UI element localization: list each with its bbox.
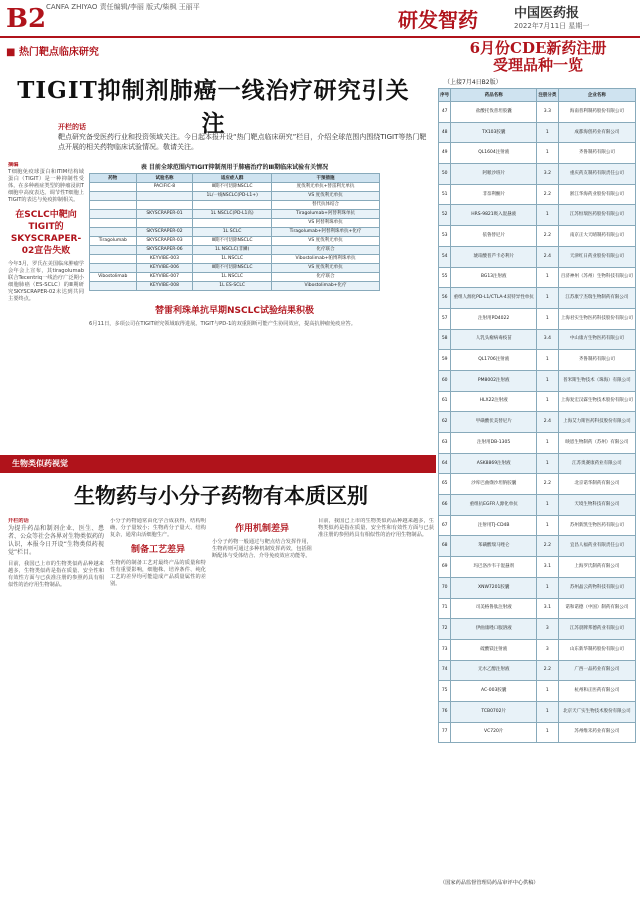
table-row bbox=[90, 264, 380, 273]
cde-cell: 52 bbox=[439, 205, 451, 226]
cde-cell: AC-003胶囊 bbox=[451, 681, 537, 702]
table-row bbox=[90, 237, 380, 246]
section-name: 研发智药 bbox=[398, 8, 478, 32]
table-cell: VS 度伐利尤单抗 bbox=[271, 192, 379, 201]
cde-row bbox=[439, 350, 636, 371]
table-row bbox=[90, 246, 380, 255]
cde-cell: 1 bbox=[537, 143, 559, 164]
table-cell: 度伐利尤单抗+替雷利尤单抗 bbox=[271, 183, 379, 192]
cde-row bbox=[439, 329, 636, 350]
cde-cell: 浙江华海药业股份有限公司 bbox=[558, 184, 635, 205]
table-cell: SKYSCRAPER-03 bbox=[136, 237, 193, 246]
cde-cell: 上海罗氏制药有限公司 bbox=[558, 557, 635, 578]
table-cell: Tiragolumab+阿替利珠单抗 bbox=[271, 210, 379, 219]
table-row bbox=[90, 228, 380, 237]
cde-cell: 47 bbox=[439, 102, 451, 123]
table-cell: Tiragolumab bbox=[90, 237, 137, 246]
table-cell: Vibostolimab+化疗 bbox=[271, 282, 379, 291]
cde-cell: 玛巴洛沙韦干混悬剂 bbox=[451, 557, 537, 578]
cde-cell: 2.2 bbox=[537, 536, 559, 557]
table-cell: Vibostolimab+帕博利珠单抗 bbox=[271, 255, 379, 264]
issue-date: 2022年7月11日 星期一 bbox=[514, 22, 590, 30]
cde-cell: 1 bbox=[537, 681, 559, 702]
table-cell: SKYSCRAPER-01 bbox=[136, 210, 193, 219]
cde-cell: 北京诺华制药有限公司 bbox=[558, 474, 635, 495]
table-cell: 1L NSCLC bbox=[193, 273, 272, 282]
cde-cell: 映恩生物制药（苏州）有限公司 bbox=[558, 433, 635, 454]
table-cell: KEYVIBE-003 bbox=[136, 255, 193, 264]
cde-cell: 盐酸托伐普坦胶囊 bbox=[451, 102, 537, 123]
table-cell: 1L NSCLC(非鳞) bbox=[193, 246, 272, 255]
table-cell bbox=[90, 246, 137, 255]
table-row bbox=[90, 192, 380, 201]
cde-cell: 1 bbox=[537, 722, 559, 743]
cde-cell: 广西一品药业有限公司 bbox=[558, 660, 635, 681]
table-cell: KEYVIBE-008 bbox=[136, 282, 193, 291]
cde-cell: 2.4 bbox=[537, 412, 559, 433]
cde-cell: 甲磺酸伏美替尼片 bbox=[451, 412, 537, 433]
cde-cell: 77 bbox=[439, 722, 451, 743]
cde-cell: 非奈利酮片 bbox=[451, 184, 537, 205]
cde-row bbox=[439, 701, 636, 722]
table-cell: Ⅲ期不可切除NSCLC bbox=[193, 237, 272, 246]
subhead-mechanism: 作用机制差异 bbox=[234, 524, 289, 534]
cde-row bbox=[439, 639, 636, 660]
table-cell bbox=[90, 219, 137, 228]
cde-cell: 1 bbox=[537, 391, 559, 412]
cde-cell: 3.3 bbox=[537, 102, 559, 123]
cde-cell: 69 bbox=[439, 557, 451, 578]
cde-cell: 3 bbox=[537, 639, 559, 660]
cde-row bbox=[439, 143, 636, 164]
cde-cell: 2.2 bbox=[537, 660, 559, 681]
cde-cell: 65 bbox=[439, 474, 451, 495]
cde-cell: VC720片 bbox=[451, 722, 537, 743]
cde-header-3: 企业名称 bbox=[558, 89, 635, 102]
subhead-skyscraper: 在SCLC中靶向TIGIT的SKYSCRAPER-02宣告失败 bbox=[10, 210, 82, 256]
lower-column-4: 目前，我国已上市的生物类似药品种越来越多，生物类似药是指在质量、安全性和有效性方面与已获准注册的参照药具有相似性的治疗用生物制品。 bbox=[318, 518, 434, 538]
cde-cell: 1 bbox=[537, 308, 559, 329]
table-row bbox=[90, 282, 380, 291]
cde-cell: 50 bbox=[439, 164, 451, 185]
paper-name: 中国医药报 bbox=[514, 6, 580, 21]
cde-footer: （国家药品监督管理局药品审评中心供稿） bbox=[440, 880, 539, 886]
cde-cell: 76 bbox=[439, 701, 451, 722]
cde-cell: QL1706注射液 bbox=[451, 350, 537, 371]
cde-row bbox=[439, 598, 636, 619]
table-row bbox=[90, 183, 380, 192]
subhead-tislelizumab: 替雷利珠单抗早期NSCLC试验结果积极 bbox=[155, 306, 314, 316]
cde-cell: 山东新华制药股份有限公司 bbox=[558, 639, 635, 660]
table-cell bbox=[90, 282, 137, 291]
table-cell: PACIFIC-8 bbox=[136, 183, 193, 192]
table-cell: VS 度伐利尤单抗 bbox=[271, 237, 379, 246]
cde-cell: 1 bbox=[537, 701, 559, 722]
table-cell bbox=[90, 183, 137, 192]
cde-row bbox=[439, 122, 636, 143]
cde-cell: 3.1 bbox=[537, 598, 559, 619]
cde-cell: 普米斯生物技术（珠海）有限公司 bbox=[558, 370, 635, 391]
cde-row bbox=[439, 184, 636, 205]
cde-cell: 无水乙醇注射液 bbox=[451, 660, 537, 681]
cde-cell: 61 bbox=[439, 391, 451, 412]
cde-cell: 2.4 bbox=[537, 246, 559, 267]
cde-cell: 70 bbox=[439, 577, 451, 598]
cde-cell: 江苏恒瑞医药股份有限公司 bbox=[558, 205, 635, 226]
cde-header-1: 药品名称 bbox=[451, 89, 537, 102]
cde-cell: 74 bbox=[439, 660, 451, 681]
table-cell: 替代抗体结合 bbox=[271, 201, 379, 210]
cde-cell: 48 bbox=[439, 122, 451, 143]
cde-cell: 重庆药友制药有限责任公司 bbox=[558, 164, 635, 185]
cde-cell: 北京天广实生物技术股份有限公司 bbox=[558, 701, 635, 722]
cde-cell: 1 bbox=[537, 495, 559, 516]
cde-cell: 2.2 bbox=[537, 184, 559, 205]
cde-cell: 51 bbox=[439, 184, 451, 205]
cde-cell: BG13注射液 bbox=[451, 267, 537, 288]
cde-cell: 1 bbox=[537, 350, 559, 371]
table-row bbox=[90, 255, 380, 264]
table-cell: 1L ES-SCLC bbox=[193, 282, 272, 291]
cde-row bbox=[439, 246, 636, 267]
cde-cell: 56 bbox=[439, 288, 451, 309]
cde-cell: 重组抗EGFR人源化单抗 bbox=[451, 495, 537, 516]
table-row bbox=[90, 210, 380, 219]
cde-cell: 琥珀酸普芦卡必利片 bbox=[451, 246, 537, 267]
table-cell: VS 阿替利珠单抗 bbox=[271, 219, 379, 228]
table-cell: VS 度伐利尤单抗 bbox=[271, 264, 379, 273]
cde-row bbox=[439, 205, 636, 226]
table-cell: 1L/一线NSCLC(PD-L1+) bbox=[193, 192, 272, 201]
table-cell bbox=[193, 219, 272, 228]
table-cell: SKYSCRAPER-06 bbox=[136, 246, 193, 255]
cde-cell: 注射用DB-1305 bbox=[451, 433, 537, 454]
cde-row bbox=[439, 288, 636, 309]
cde-cell: PM8002注射液 bbox=[451, 370, 537, 391]
cde-cell: 依鲁替尼片 bbox=[451, 226, 537, 247]
cde-cell: 54 bbox=[439, 246, 451, 267]
cde-cell: 1 bbox=[537, 288, 559, 309]
table-cell bbox=[90, 201, 137, 210]
cde-cell: 齐鲁制药有限公司 bbox=[558, 143, 635, 164]
cde-cell: 上海艾力斯医药科技股份有限公司 bbox=[558, 412, 635, 433]
table-header-1: 试验名称 bbox=[136, 174, 193, 183]
cde-cell: 江苏晨牌邦德药业有限公司 bbox=[558, 619, 635, 640]
cde-cell: 71 bbox=[439, 598, 451, 619]
cde-cell: 75 bbox=[439, 681, 451, 702]
cde-cell: 1 bbox=[537, 433, 559, 454]
spotlight-label: ■ 热门靶点临床研究 bbox=[6, 47, 99, 58]
cde-cell: 67 bbox=[439, 515, 451, 536]
cde-cell: 3.4 bbox=[537, 329, 559, 350]
cde-cell: 68 bbox=[439, 536, 451, 557]
cde-cell: QL1604注射液 bbox=[451, 143, 537, 164]
table-cell bbox=[90, 192, 137, 201]
cde-cell: 64 bbox=[439, 453, 451, 474]
cde-cell: 60 bbox=[439, 370, 451, 391]
cde-row bbox=[439, 164, 636, 185]
cde-cell: 2.2 bbox=[537, 474, 559, 495]
cde-row bbox=[439, 453, 636, 474]
lower-column-3: 作用机制差异 小分子药物一般通过与靶点结合发挥作用，生物药则可通过多种机制发挥药效，包括阻断配体与受体结合、介导免疫效应功能等。 bbox=[212, 524, 312, 559]
cde-list bbox=[438, 40, 638, 743]
second-headline: 生物药与小分子药物有本质区别 bbox=[74, 483, 368, 508]
cde-cell: 人乳头瘤病毒疫苗 bbox=[451, 329, 537, 350]
cde-cell: 3 bbox=[537, 619, 559, 640]
cde-row bbox=[439, 370, 636, 391]
cde-cell: 硫酸镁注射液 bbox=[451, 639, 537, 660]
cde-row bbox=[439, 660, 636, 681]
table-row bbox=[90, 273, 380, 282]
cde-cell: 73 bbox=[439, 639, 451, 660]
cde-cell: 62 bbox=[439, 412, 451, 433]
cde-cell: 杭州和正医药有限公司 bbox=[558, 681, 635, 702]
cde-cell: 宜昌人福药业有限责任公司 bbox=[558, 536, 635, 557]
table-cell: Ⅲ期不可切除NSCLC bbox=[193, 264, 272, 273]
cde-cell: TX103胶囊 bbox=[451, 122, 537, 143]
cde-cell: 1 bbox=[537, 370, 559, 391]
cde-cell: 53 bbox=[439, 226, 451, 247]
cde-header-0: 序号 bbox=[439, 89, 451, 102]
cde-cell: 诺和诺德（中国）制药有限公司 bbox=[558, 598, 635, 619]
cde-cell: 55 bbox=[439, 267, 451, 288]
cde-cell: TCB0702片 bbox=[451, 701, 537, 722]
table-cell bbox=[90, 264, 137, 273]
cde-cell: ASK8869注射液 bbox=[451, 453, 537, 474]
cde-row bbox=[439, 577, 636, 598]
table-cell bbox=[90, 228, 137, 237]
cde-cell: 57 bbox=[439, 308, 451, 329]
cde-cell: 上海复宏汉霖生物技术股份有限公司 bbox=[558, 391, 635, 412]
cde-row bbox=[439, 681, 636, 702]
table-cell: Tiragolumab+阿替利珠单抗+化疗 bbox=[271, 228, 379, 237]
cde-row bbox=[439, 102, 636, 123]
cde-cell: 1 bbox=[537, 453, 559, 474]
cde-cell: 苯磺酸瑞马唑仑 bbox=[451, 536, 537, 557]
cde-cell: 苏州新凯生物医药有限公司 bbox=[558, 515, 635, 536]
cde-cell: 中山康方生物医药有限公司 bbox=[558, 329, 635, 350]
cde-cell: 成都海创药业有限公司 bbox=[558, 122, 635, 143]
masthead-sub-info: CANFA ZHIYAO 责任编辑/李丽 版式/柴枫 王丽平 bbox=[46, 3, 200, 11]
cde-cell: 百济神州（苏州）生物科技有限公司 bbox=[558, 267, 635, 288]
cde-cell: 沙库巴曲缬沙坦钠胶囊 bbox=[451, 474, 537, 495]
cde-cell: 天境生物科技有限公司 bbox=[558, 495, 635, 516]
cde-cell: HLX22注射液 bbox=[451, 391, 537, 412]
cde-cell: 63 bbox=[439, 433, 451, 454]
cde-cell: 江苏奥赛康药业有限公司 bbox=[558, 453, 635, 474]
cde-row bbox=[439, 267, 636, 288]
cde-cell: 1 bbox=[537, 267, 559, 288]
table-cell: Ⅲ期不可切除NSCLC bbox=[193, 183, 272, 192]
lower-column-1: 开栏的话 为提升药品和制剂企业、医生、患者、公众等社会各界对生物类似药的认识，本报今日开设“生物类似药视觉”栏目。 目前，我国已上市的生物类似药品种越来越多，生物类似药是指在质量、安全性和有效性方面与已获准注册的参照药具有相似性的治疗用生物制品。 bbox=[8, 518, 104, 588]
cde-row bbox=[439, 557, 636, 578]
cde-cell: 66 bbox=[439, 495, 451, 516]
table-cell bbox=[136, 219, 193, 228]
cde-cell: 1 bbox=[537, 577, 559, 598]
table-header-0: 药物 bbox=[90, 174, 137, 183]
cde-cell: 海南普利制药股份有限公司 bbox=[558, 102, 635, 123]
article-column-2: 替雷利珠单抗早期NSCLC试验结果积极 6月11日，多项公司在TIGIT研究领域取得进展。TIGIT与PD-1的双重阻断可能产生协同效应，提高抗肿瘤免疫应答。 bbox=[89, 300, 380, 450]
cde-row bbox=[439, 619, 636, 640]
table-title: 表 目前全球范围内TIGIT抑制剂用于肺癌治疗的Ⅲ期临床试验有关情况 bbox=[140, 164, 329, 171]
cde-row bbox=[439, 474, 636, 495]
cde-title-2: 受理品种一览 bbox=[492, 56, 583, 74]
table-row bbox=[90, 219, 380, 228]
table-cell: SKYSCRAPER-02 bbox=[136, 228, 193, 237]
cde-cell: 伊曲康唑口服溶液 bbox=[451, 619, 537, 640]
cde-cell: 江苏康宁杰瑞生物制药有限公司 bbox=[558, 288, 635, 309]
cde-cell: 上海君实生物医药科技股份有限公司 bbox=[558, 308, 635, 329]
lower-column-2: 小分子药物通常由化学合成获得，结构明确，分子量较小；生物药分子量大、结构复杂，通常由活细胞生产。 制备工艺差异 生物药的制备工艺对最终产品的质量和特性有重要影响，细胞株、培养条件、纯化工艺的差异均可能造成产品质量属性的差别。 bbox=[110, 518, 206, 587]
table-cell bbox=[90, 255, 137, 264]
section-band: 生物类似药视觉 bbox=[0, 455, 436, 473]
cde-cell: 注射用PD4022 bbox=[451, 308, 537, 329]
cde-row bbox=[439, 412, 636, 433]
masthead bbox=[0, 0, 640, 38]
cde-row bbox=[439, 495, 636, 516]
cde-cell: 注射用TJ-CD4B bbox=[451, 515, 537, 536]
cde-cell: 苏州维禾药业有限公司 bbox=[558, 722, 635, 743]
section-code: B2 bbox=[6, 4, 47, 34]
cde-header-2: 注册分类 bbox=[537, 89, 559, 102]
table-header-3: 干预措施 bbox=[271, 174, 379, 183]
cde-row bbox=[439, 226, 636, 247]
cde-cell: 重组人源化PD-L1/CTLA-4双特异性单抗 bbox=[451, 288, 537, 309]
cde-cell: 58 bbox=[439, 329, 451, 350]
article-column-1: 摘编 T细胞免疫球蛋白和ITIM结构域蛋白（TIGIT）是一种抑制性受体，在多种癌症类型的肿瘤浸润T细胞中高度表达。调节性T细胞上TIGIT的表达与免疫抑制相关。 在SCLC中靶向TIGIT的SKYSCRAPER-02宣告失败 今年3月，罗氏在美国临床肿瘤学会年会上宣布，其tiragolumab联合Tecentriq一线治疗广泛期小细胞肺癌（ES-SCLC）的Ⅲ期研究SKYSCRAPER-02未达到共同主要终点。 bbox=[8, 162, 84, 302]
table-cell: 化疗联合 bbox=[271, 273, 379, 282]
cde-cell: 1 bbox=[537, 205, 559, 226]
cde-cell: 南京正大天晴制药有限公司 bbox=[558, 226, 635, 247]
cde-cell: 3.1 bbox=[537, 557, 559, 578]
cde-cell: 3.2 bbox=[537, 164, 559, 185]
table-cell bbox=[90, 210, 137, 219]
cde-cell: 齐鲁制药有限公司 bbox=[558, 350, 635, 371]
trial-table bbox=[89, 162, 380, 291]
cde-row bbox=[439, 308, 636, 329]
main-headline: TIGIT抑制剂肺癌一线治疗研究引关注 bbox=[17, 77, 410, 137]
table-header-2: 适应症人群 bbox=[193, 174, 272, 183]
cde-cell: 1 bbox=[537, 515, 559, 536]
cde-title-1: 6月份CDE新药注册 bbox=[469, 39, 607, 57]
cde-row bbox=[439, 515, 636, 536]
cde-subtitle: （上接7月4日B2版） bbox=[444, 79, 502, 86]
cde-row bbox=[439, 722, 636, 743]
table-cell: 1L NSCLC bbox=[193, 255, 272, 264]
cde-cell: HRS-9821吸入混悬液 bbox=[451, 205, 537, 226]
cde-cell: XNW7201胶囊 bbox=[451, 577, 537, 598]
table-cell: KEYVIBE-006 bbox=[136, 264, 193, 273]
cde-cell: 1 bbox=[537, 122, 559, 143]
table-cell: Vibostolimab bbox=[90, 273, 137, 282]
cde-cell: 49 bbox=[439, 143, 451, 164]
cde-row bbox=[439, 433, 636, 454]
subhead-process: 制备工艺差异 bbox=[130, 545, 185, 555]
table-cell bbox=[136, 201, 193, 210]
table-cell: 1L SCLC bbox=[193, 228, 272, 237]
table-row bbox=[90, 201, 380, 210]
cde-row bbox=[439, 391, 636, 412]
cde-cell: 天津红日药业股份有限公司 bbox=[558, 246, 635, 267]
cde-cell: 苏州晶云药物科技有限公司 bbox=[558, 577, 635, 598]
table-cell bbox=[193, 201, 272, 210]
cde-cell: 2.2 bbox=[537, 226, 559, 247]
cde-cell: 司美格鲁肽注射液 bbox=[451, 598, 537, 619]
table-cell bbox=[136, 192, 193, 201]
cde-cell: 72 bbox=[439, 619, 451, 640]
table-cell: 1L NSCLC(PD-L1高) bbox=[193, 210, 272, 219]
table-cell: KEYVIBE-007 bbox=[136, 273, 193, 282]
cde-cell: 阿哌沙班片 bbox=[451, 164, 537, 185]
cde-cell: 59 bbox=[439, 350, 451, 371]
column-intro: 开栏的话 靶点研究备受医药行业和投资领域关注。今日起本报开设“热门靶点临床研究”栏目，介绍全球范围内围绕TIGIT等热门靶点开展的相关药物临床试验情况。敬请关注。 bbox=[58, 123, 427, 151]
cde-row bbox=[439, 536, 636, 557]
table-cell: 化疗联合 bbox=[271, 246, 379, 255]
